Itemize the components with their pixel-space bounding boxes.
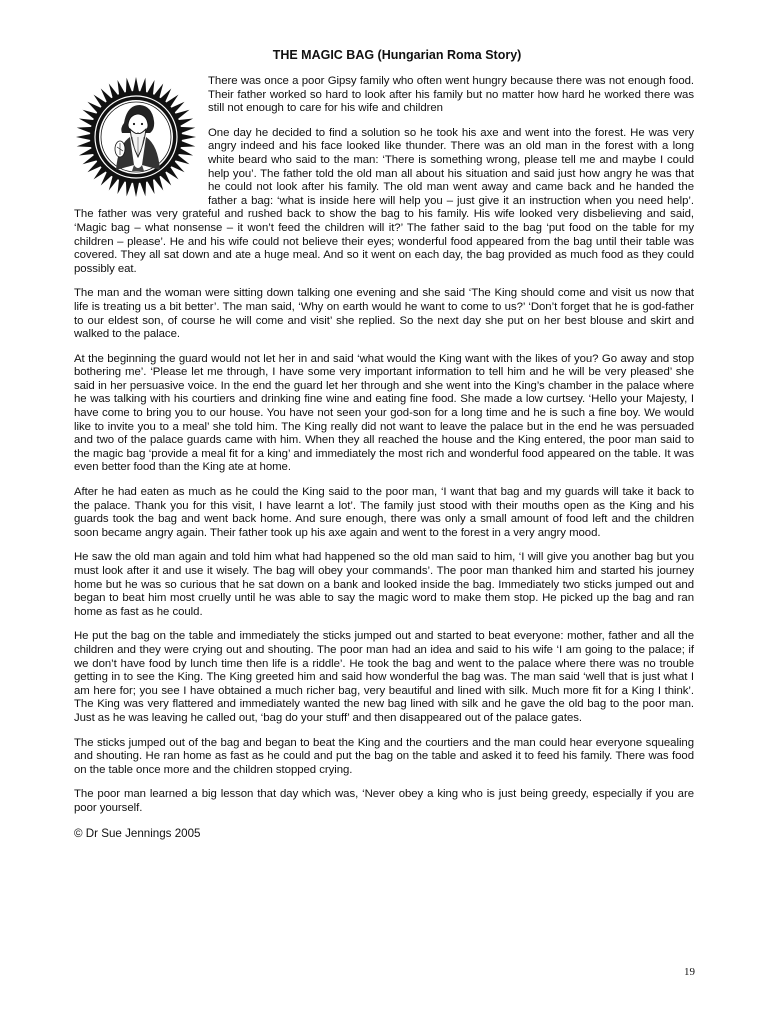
paragraph: After he had eaten as much as he could the King said to the poor man, ‘I want that bag and my guards will take it back to the palace. Thank you for this visit, I have learnt a lot’. The family just stood with their mouths open as the King and his guards took the bag and went back home. And sure enough, there was only a small amount of food left and the children soon became angry again. Their father took up his axe again and went to the forest in a very angry mood. <box>74 486 694 539</box>
paragraph: There was once a poor Gipsy family who often went hungry because there was not enough food. Their father worked so hard to look after his family but no matter how hard he worked there was still not enough to care for his wife and children <box>208 75 694 115</box>
paragraph: The sticks jumped out of the bag and began to beat the King and the courtiers and the man could hear everyone squealing and shouting. He ran home as fast as he could and put the bag on the table and asked it to feed his family. There was food on the table once more and the children stopped crying. <box>74 736 694 776</box>
paragraph: At the beginning the guard would not let her in and said ‘what would the King want with the likes of you? Go away and stop bothering me’. ‘Please let me through, I have some very important information to tell him and he will be very pleased’ she said in her persuasive voice. In the end the guard let her through and she went into the King’s chamber in the palace where he was talking with his courtiers and drinking fine wine and eating fine food. She made a low curtsey. ‘Hello your Majesty, I have come to bring you to our house. You have not seen your god-son for a long time and he is such a fine boy. We would like to invite you to a meal’ she told him. The King really did not want to leave the palace but in the end he was persuaded and two of the palace guards came with him. When they all reached the house and the King entered, the poor man said to the magic bag ‘provide a meal fit for a king’ and immediately the most rich and wonderful food appeared on the table. It was even better food than the King ate at home. <box>74 352 694 474</box>
paragraph: The man and the woman were sitting down talking one evening and she said ‘The King should come and visit us now that life is treating us a bit better’. The man said, ‘Why on earth would he want to come to us?’ ‘Don’t forget that he is god-father to our eldest son, of course he will come and visit’ she replied. So the next day she put on her best blouse and skirt and walked to the palace. <box>74 287 694 341</box>
paragraph: He put the bag on the table and immediately the sticks jumped out and started to beat everyone: mother, father and all the children and they were crying out and shouting. The poor man had an idea and said to his wife ‘I am going to the palace; if we don’t have food by lunch time then life is a riddle’. He took the bag and went to the palace where there was no trouble getting in to see the King. The King greeted him and said how wonderful the bag was. The man said ‘well that is just what I am here for; you see I have obtained a much richer bag, very beautiful and lined with silk. Much more fit for a King I think’. The King was very flattered and immediately wanted the new bag lined with silk and he gave the old bag to the poor man. Just as he was leaving he called out, ‘bag do your stuff’ and then disappeared out of the palace gates. <box>74 630 694 724</box>
document-title: THE MAGIC BAG (Hungarian Roma Story) <box>272 48 522 62</box>
old-man-medallion-icon <box>74 75 198 199</box>
paragraph: One day he decided to find a solution so he took his axe and went into the forest. He was very angry indeed and his face looked like thunder. There was an old man in the forest with a long white beard who said to the man: ‘There is something wrong, please tell me and maybe I could help you’. The father told the old man all about his situation and said just how angry he was that he could not look after his family. The old man went away and came back and he handed the father a bag: ‘what is inside here will help you – just give it an instruction when you need help’. The father was very grateful and rushed back to show the bag to his family. His wife looked very disbelieving and said, ‘Magic bag – what nonsense – it won’t feed the children will it?’ The father said to the bag ‘put food on the table for my children – please’. He and his wife could not believe their eyes; wonderful food appeared from the bag until their table was covered. They all sat down and ate a huge meal. And so it went on each day, the bag provided as much food as they could possibly eat. <box>74 126 694 275</box>
page-number: 19 <box>684 966 695 978</box>
document-page <box>74 48 694 840</box>
paragraph: He saw the old man again and told him what had happened so the old man said to him, ‘I will give you another bag but you must look after it and use it wisely. The bag will obey your commands’. The poor man thanked him and started his journey home but he was so curious that he sat down on a bank and looked inside the bag. Immediately two sticks jumped out and began to beat him most cruelly until he was able to say the magic word to make them stop. He picked up the bag and ran home as fast as he could. <box>74 551 694 618</box>
paragraph: The poor man learned a big lesson that day which was, ‘Never obey a king who is just being greedy, especially if you are poor yourself. <box>74 788 694 814</box>
copyright-notice: © Dr Sue Jennings 2005 <box>74 826 201 840</box>
